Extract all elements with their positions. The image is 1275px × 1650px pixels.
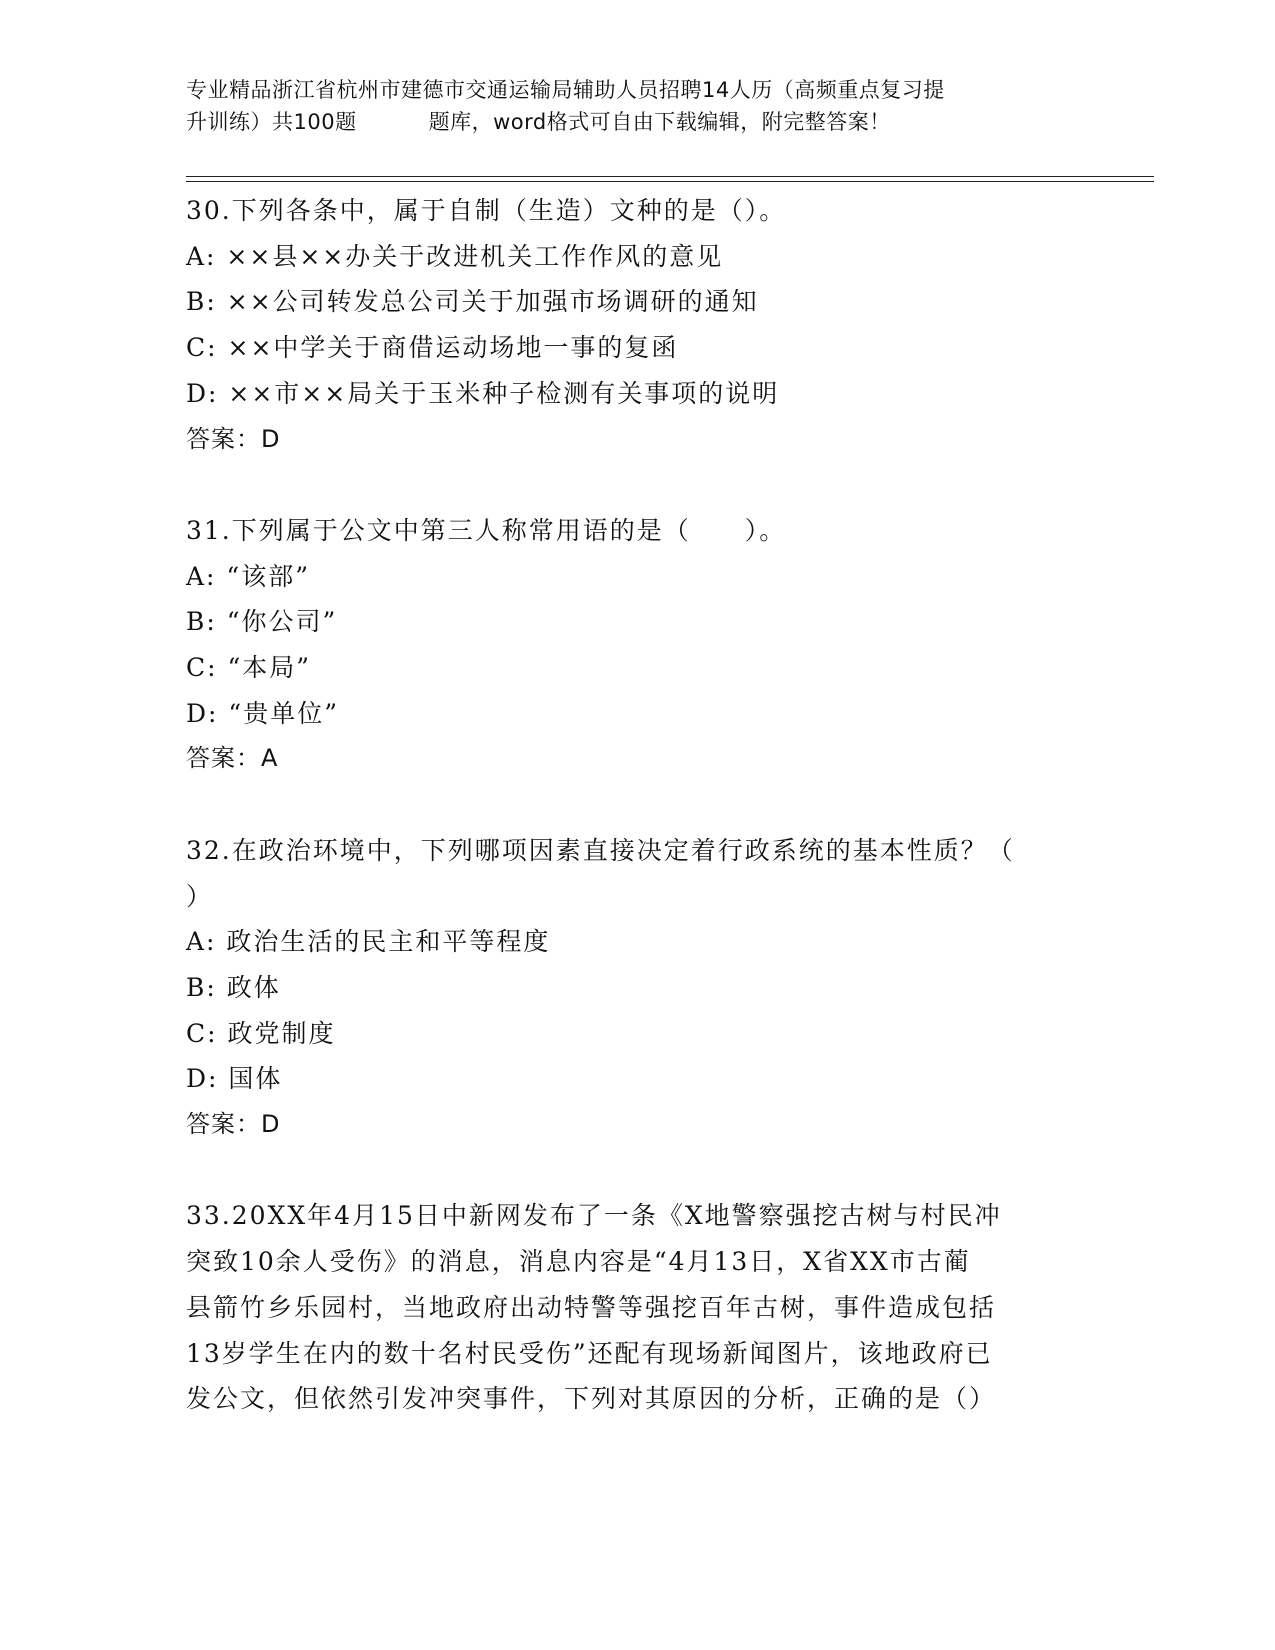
question-33 bbox=[186, 1193, 1086, 1422]
header-title-part-2: 题库，word格式可自由下载编辑，附完整答案！ bbox=[428, 110, 891, 134]
question-stem: 30.下列各条中，属于自制（生造）文种的是（）。 bbox=[186, 196, 787, 225]
question-stem-line-3: 县箭竹乡乐园村，当地政府出动特警等强挖百年古树，事件造成包括 bbox=[186, 1292, 997, 1322]
question-stem-line-1: 33.20XX年4月15日中新网发布了一条《X地警察强挖古树与村民冲 bbox=[186, 1201, 1002, 1231]
question-stem-line-1: 32.在政治环境中，下列哪项因素直接决定着行政系统的基本性质？（ bbox=[186, 835, 1015, 865]
question-32 bbox=[186, 828, 1086, 1194]
header-title-line-1: 专业精品浙江省杭州市建德市交通运输局辅助人员招聘14人历（高频重点复习提 bbox=[186, 78, 945, 102]
answer-label: 答案：D bbox=[186, 1110, 281, 1139]
option-d: D: “贵单位” bbox=[186, 698, 339, 728]
question-stem-line-2: 突致10余人受伤》的消息，消息内容是“4月13日，X省XX市古蔺 bbox=[186, 1247, 971, 1277]
question-31 bbox=[186, 508, 1086, 828]
option-b: B: “你公司” bbox=[186, 607, 338, 637]
page-header bbox=[186, 74, 1086, 138]
header-divider-top bbox=[186, 176, 1154, 177]
question-stem: 31.下列属于公文中第三人称常用语的是（ ）。 bbox=[186, 515, 787, 545]
option-d: D: 国体 bbox=[186, 1064, 283, 1094]
option-a: A: ××县××办关于改进机关工作作风的意见 bbox=[186, 241, 724, 271]
header-title-line-2 bbox=[186, 106, 1086, 138]
question-list bbox=[186, 188, 1086, 1422]
question-stem-line-4: 13岁学生在内的数十名村民受伤”还配有现场新闻图片，该地政府已 bbox=[186, 1338, 993, 1368]
option-b: B: 政体 bbox=[186, 972, 281, 1002]
question-stem-line-5: 发公文，但依然引发冲突事件，下列对其原因的分析，正确的是（） bbox=[186, 1384, 997, 1414]
header-title-part-1: 升训练）共100题 bbox=[186, 110, 357, 134]
option-c: C: ××中学关于商借运动场地一事的复函 bbox=[186, 333, 679, 363]
question-stem-line-2: ） bbox=[186, 881, 214, 911]
answer-label: 答案：A bbox=[186, 744, 279, 773]
option-c: C: 政党制度 bbox=[186, 1018, 336, 1048]
option-d: D: ××市××局关于玉米种子检测有关事项的说明 bbox=[186, 378, 780, 408]
header-divider-bottom bbox=[186, 181, 1154, 182]
option-b: B: ××公司转发总公司关于加强市场调研的通知 bbox=[186, 287, 759, 317]
option-a: A: 政治生活的民主和平等程度 bbox=[186, 927, 551, 957]
option-c: C: “本局” bbox=[186, 653, 312, 683]
question-30 bbox=[186, 188, 1086, 508]
answer-label: 答案：D bbox=[186, 424, 281, 453]
option-a: A: “该部” bbox=[186, 561, 310, 591]
